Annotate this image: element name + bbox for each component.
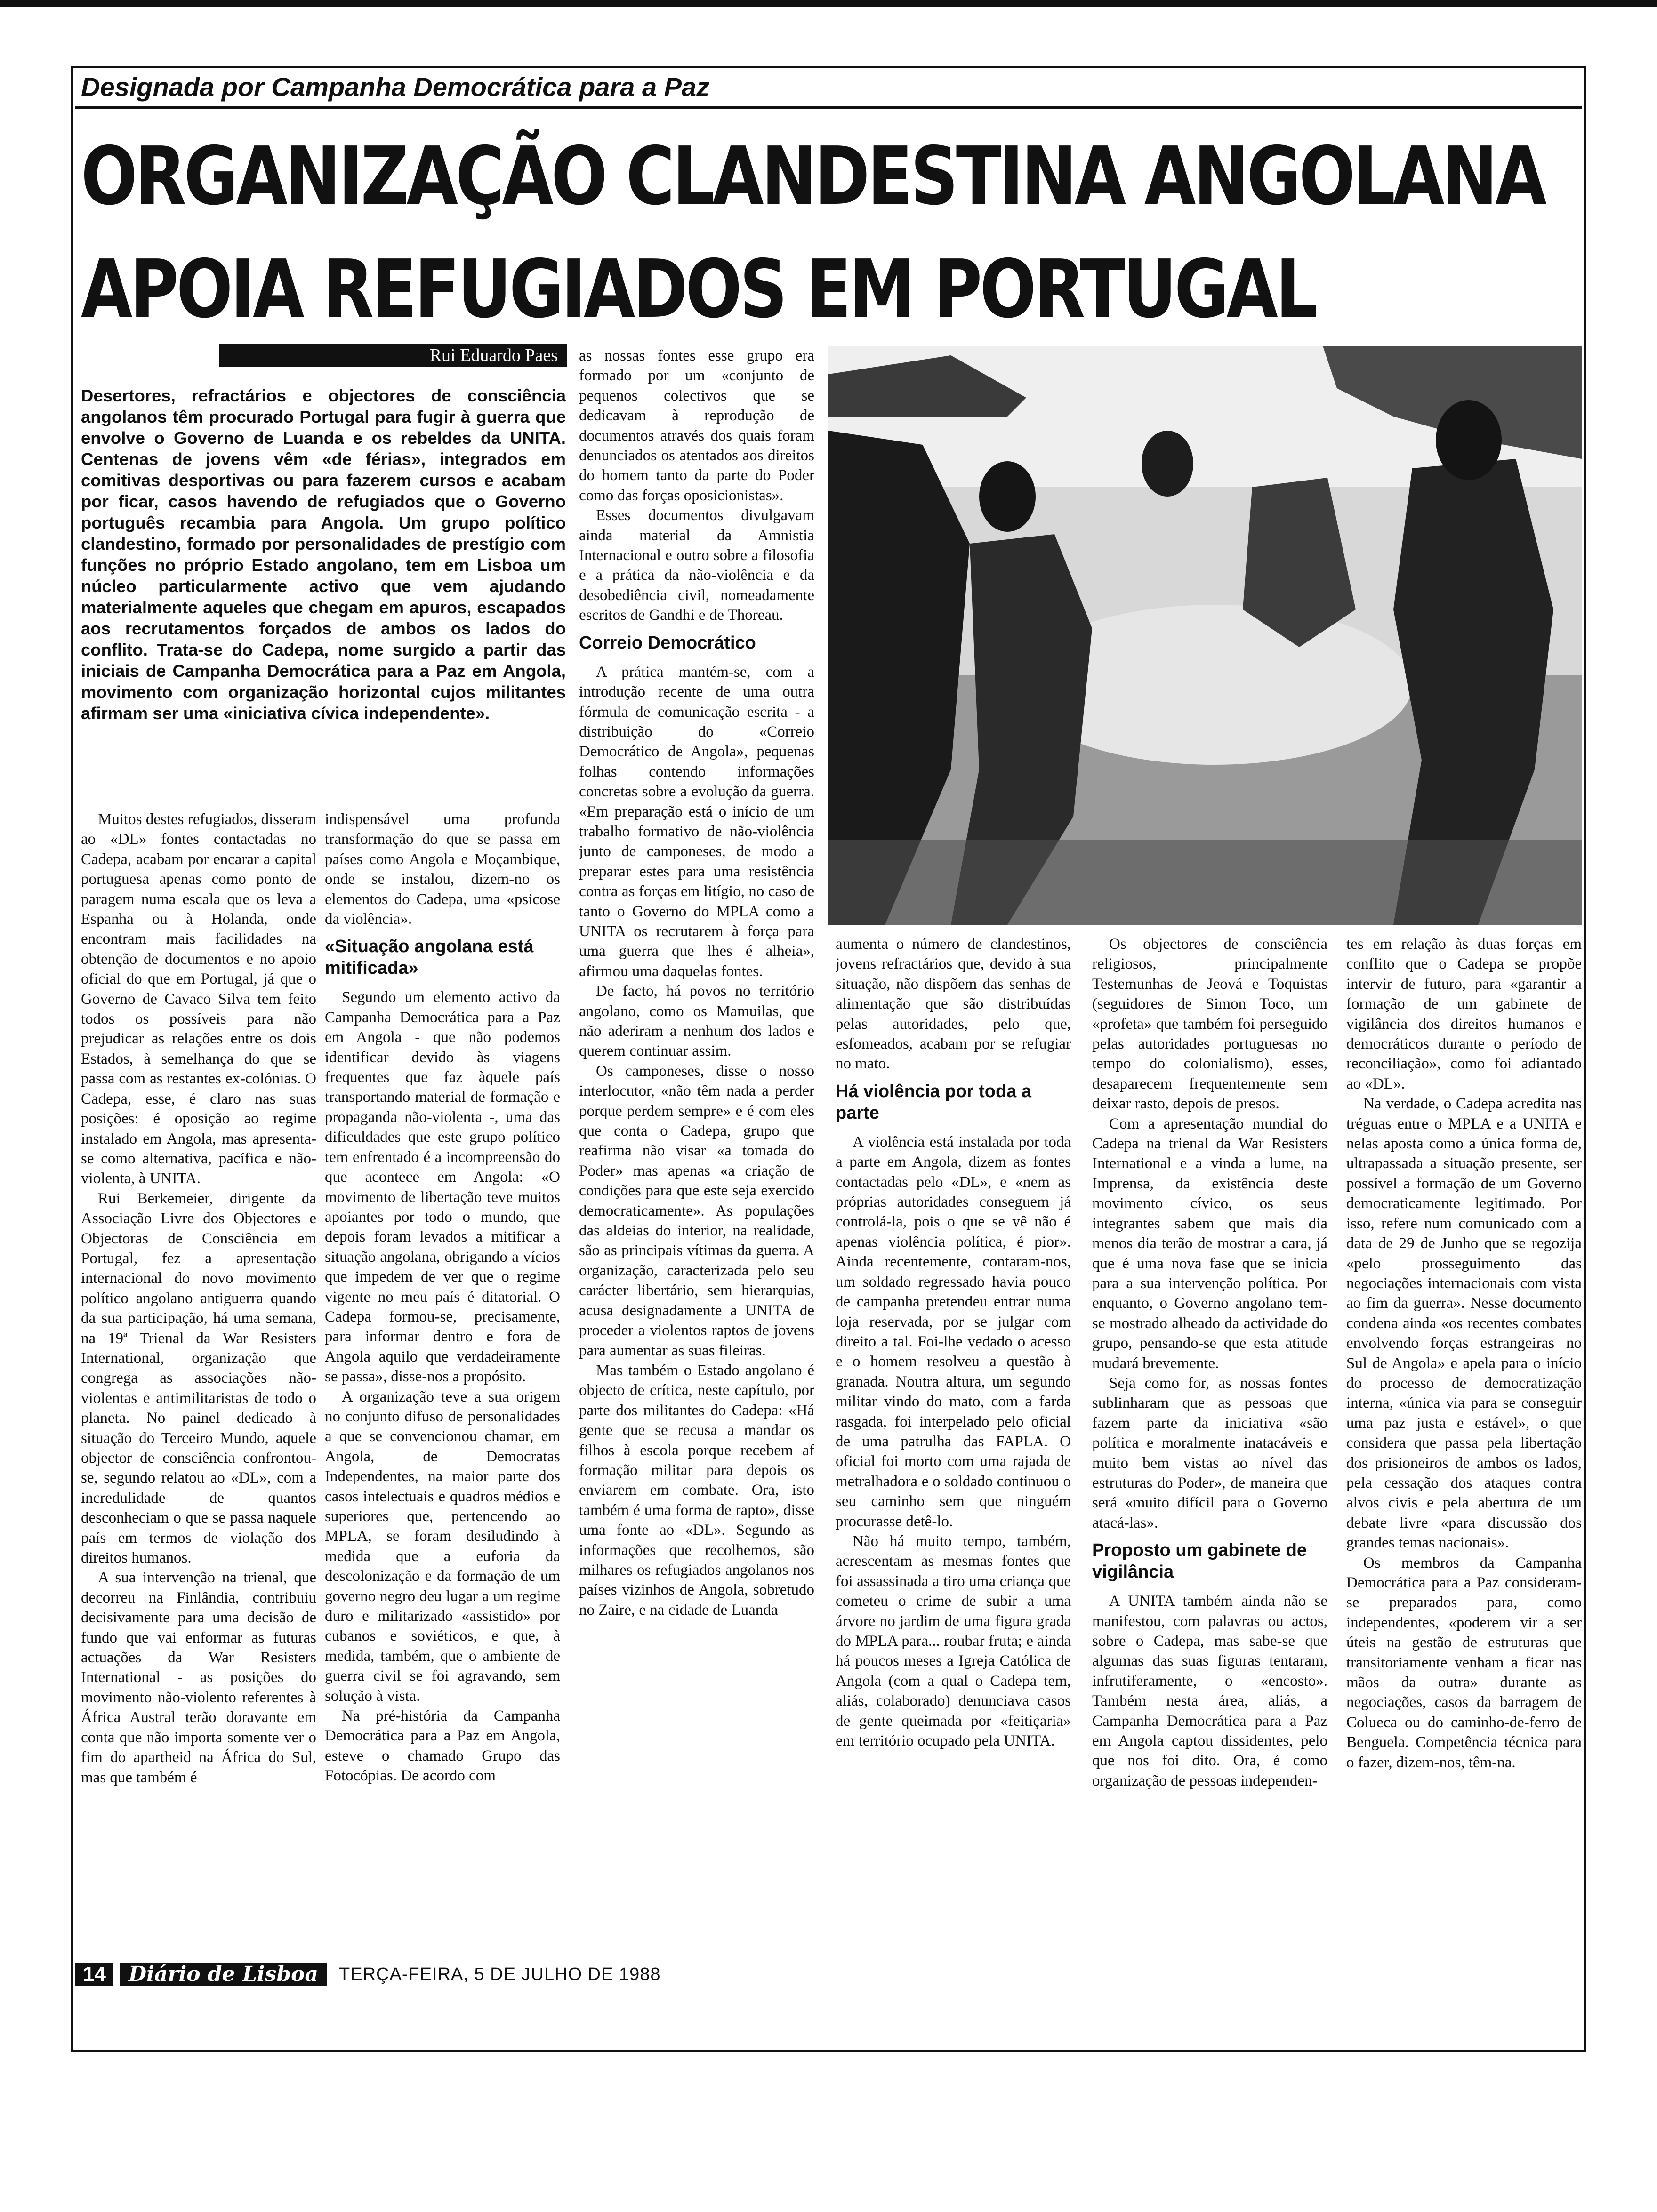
- photo-head-left: [979, 461, 1036, 532]
- subheading: «Situação angolana está mitificada»: [325, 937, 534, 978]
- paragraph: indispensável uma profunda transformação do que se passa em países como Angola e Moçambique, onde se instalou, dizem-no os elementos do Cadepa, uma «psicose da violência».: [325, 811, 560, 928]
- paragraph: A sua intervenção na trienal, que decorreu na Finlândia, contribuiu decisivamente para uma decisão de fundo que vai enformar as futuras actuações da War Resisters International - as posições do movimento não-violento referentes à África Austral terão doravante em conta que não importa somente ver o fim do apartheid na África do Sul, mas que também é: [81, 1569, 316, 1786]
- subheading: Proposto um gabinete de vigilância: [1092, 1540, 1307, 1582]
- paragraph: Muitos destes refugiados, disseram ao «DL» fontes contactadas no Cadepa, acabam por encarar a capital portuguesa apenas como ponto de paragem numa escala que os leva a Espanha ou à Holanda, onde encontram mais facilidades na obtenção de documentos e no apoio oficial do que em Portugal, já que o Governo de Cavaco Silva tem feito todos os possíveis para não prejudicar as relações entre os dois Estados, à semelhança do que se passa com as restantes ex-colónias. O Cadepa, esse, é claro nas suas posições: é oposição ao regime instalado em Angola, mas apresenta-se como alternativa, pacífica e não-violenta, à UNITA.: [81, 811, 316, 1187]
- headline-line-1: ORGANIZAÇÃO CLANDESTINA ANGOLANA: [81, 130, 1544, 223]
- text-column-5: [1092, 934, 1327, 1956]
- text-column-1: [81, 809, 316, 1953]
- text-column-4: [836, 934, 1071, 1956]
- paragraph: A UNITA também ainda não se manifestou, com palavras ou actos, sobre o Cadepa, mas sabe-se que algumas das suas figuras tentaram, infrutiferamente, o «encosto». Também nesta área, aliás, a Campanha Democrática para a Paz em Angola captou dissidentes, pelo que nos foi dito. Ora, é como organização de pessoas independen-: [1092, 1593, 1327, 1789]
- text-column-3: [579, 346, 814, 1956]
- photo-head-center: [1142, 431, 1193, 497]
- paragraph: Os objectores de consciência religiosos, principalmente Testemunhas de Jeová e Toquistas (seguidores de Simon Toco, um «profeta» que também foi perseguido pelas autoridades portuguesas no tempo do colonialismo), esses, desaparecem frequentemente sem deixar rasto, depois de presos.: [1092, 936, 1327, 1113]
- newspaper-name: Diário de Lisboa: [120, 1963, 327, 1986]
- paragraph: De facto, há povos no território angolano, como os Mamuilas, que não aderiram a nenhum dos lados e querem continuar assim.: [579, 983, 814, 1060]
- paragraph: Na pré-história da Campanha Democrática para a Paz em Angola, esteve o chamado Grupo das Fotocópias. De acordo com: [325, 1707, 560, 1785]
- headline-line-2: APOIA REFUGIADOS EM PORTUGAL: [81, 243, 1316, 336]
- paragraph: aumenta o número de clandestinos, jovens refractários que, devido à sua situação, não dispõem das senhas de alimentação que são distribuídas pelas autoridades, pelo que, esfomeados, acabam por se refugiar no mato.: [836, 936, 1071, 1073]
- lede-paragraph: Desertores, refractários e objectores de consciência angolanos têm procurado Portugal para fugir à guerra que envolve o Governo de Luanda e os rebeldes da UNITA. Centenas de jovens vêm «de férias», integrados em comitivas desportivas ou para fazerem cursos e acabam por ficar, casos havendo de refugiados que o Governo português recambia para Angola. Um grupo político clandestino, formado por personalidades de prestígio com funções no próprio Estado angolano, tem em Lisboa um núcleo particularmente activo que vem ajudando materialmente aqueles que chegam em apuros, escapados aos recrutamentos forçados de ambos os lados do conflito. Trata-se do Cadepa, nome surgido a partir das iniciais de Campanha Democrática para a Paz em Angola, movimento com organização horizontal cujos militantes afirmam ser uma «iniciativa cívica independente».: [81, 386, 566, 723]
- kicker-rule: [75, 106, 1582, 109]
- byline: Rui Eduardo Paes: [219, 344, 567, 367]
- paragraph: tes em relação às duas forças em conflito que o Cadepa se propõe intervir de futuro, para «garantir a formação de um gabinete de vigilância dos direitos humanos e democráticos durante o período de reconciliação», como foi adiantado ao «DL».: [1346, 936, 1582, 1092]
- paragraph: A prática mantém-se, com a introdução recente de uma outra fórmula de comunicação escrita - a distribuição do «Correio Democrático de Angola», pequenas folhas contendo informações concretas sobre a evolução da guerra. «Em preparação está o início de um trabalho formativo de não-violência junto de camponeses, de modo a preparar estes para uma resistência contra as forças em litígio, no caso de tanto o Governo do MPLA como a UNITA os recrutarem à força para uma guerra que lhes é alheia», afirmou uma daquelas fontes.: [579, 663, 814, 980]
- photo-head-right: [1436, 400, 1502, 480]
- page-footer: [75, 1963, 661, 1986]
- paragraph: Esses documentos divulgavam ainda material da Amnistia Internacional e outro sobre a filosofia e a prática da não-violência e da desobediência civil, nomeadamente escritos de Gandhi e de Thoreau.: [579, 507, 814, 624]
- top-edge-rule: [0, 0, 1657, 7]
- paragraph: Segundo um elemento activo da Campanha Democrática para a Paz em Angola - que não podemos identificar devido às viagens frequentes que faz àquele país transportando material de formação e propaganda não-violenta -, uma das dificuldades que este grupo político tem enfrentado é a incompreensão do que acontece em Angola: «O movimento de libertação teve muitos apoiantes por todo o mundo, que depois foram levados a mitificar a situação angolana, obrigando a vícios que impedem de ver que o regime vigente no meu país é ditatorial. O Cadepa formou-se, precisamente, para informar dentro e fora de Angola aquilo que verdadeiramente se passa», disse-nos a propósito.: [325, 989, 560, 1386]
- headline: [81, 120, 1544, 346]
- paragraph: Mas também o Estado angolano é objecto de crítica, neste capítulo, por parte dos militantes do Cadepa: «Há gente que se recusa a mandar os filhos à escola porque recebem af formação militar para depois os enviarem em combate. Ora, isto também é uma forma de rapto», disse uma fonte ao «DL». Segundo as informações que recolhemos, são milhares os refugiados angolanos nos países vizinhos de Angola, sobretudo no Zaire, e na cidade de Luanda: [579, 1362, 814, 1619]
- subheading: Correio Democrático: [579, 633, 756, 653]
- paragraph: Os camponeses, disse o nosso interlocutor, «não têm nada a perder porque perdem sempre» e é com eles que conta o Cadepa, grupo que reafirma não visar «a tomada do Poder» mas apenas «a criação de condições para que este seja exercido democraticamente». As populações das aldeias do interior, na realidade, são as principais vítimas da guerra. A organização, caracterizada pelo seu carácter libertário, sem hierarquias, acusa designadamente a UNITA de proceder a violentos raptos de jovens para aumentar as suas fileiras.: [579, 1062, 814, 1359]
- paragraph: Rui Berkemeier, dirigente da Associação Livre dos Objectores e Objectoras de Consciência em Portugal, fez a apresentação internacional do novo movimento político angolano antiguerra quando da sua participação, há uma semana, na 19ª Trienal da War Resisters International, organização que congrega as associações não-violentas e antimilitaristas de todo o planeta. No painel dedicado à situação do Terceiro Mundo, aquele objector de consciência confrontou-se, segundo relatou ao «DL», com a incredulidade de quantos desconheciam o que se passa naquele país em termos de violação dos direitos humanos.: [81, 1190, 316, 1567]
- paragraph: Não há muito tempo, também, acrescentam as mesmas fontes que foi assassinada a tiro uma criança que cometeu o crime de subir a uma árvore no jardim de uma figura grada do MPLA para... roubar fruta; e ainda há poucos meses a Igreja Católica de Angola (com a qual o Cadepa tem, aliás, colaborado) denunciava casos de gente queimada por «feitiçaria» em território ocupado pela UNITA.: [836, 1532, 1071, 1750]
- kicker: Designada por Campanha Democrática para a Paz: [81, 72, 710, 102]
- text-column-6: [1346, 934, 1582, 1956]
- issue-date: TERÇA-FEIRA, 5 DE JULHO DE 1988: [339, 1964, 661, 1984]
- paragraph: Os membros da Campanha Democrática para a Paz consideram-se preparados para, como independentes, «poderem vir a ser úteis na gestão de estruturas que transitoriamente venham a ficar nas mãos da outra» durante as negociações, casos da barragem de Colueca ou do caminho-de-ferro de Benguela. Competência técnica para o fazer, dizem-nos, têm-na.: [1346, 1554, 1582, 1771]
- text-column-2: [325, 809, 560, 1953]
- paragraph: Com a apresentação mundial do Cadepa na trienal da War Resisters International e a vinda a lume, na Imprensa, da existência deste movimento cívico, os seus integrantes sabem que mais dia menos dia terão de mostrar a cara, já que é uma nova fase que se inicia para a sua intervenção política. Por enquanto, o Governo angolano tem-se mostrado alheado da actividade do grupo, pensando-se que esta atitude mudará brevemente.: [1092, 1115, 1327, 1372]
- paragraph: A organização teve a sua origem no conjunto difuso de personalidades a que se convencionou chamar, em Angola, de Democratas Independentes, na maior parte dos casos intelectuais e quadros médios e superiores que, pertencendo ao MPLA, se foram desiludindo à medida que a euforia da descolonização e da formação de um governo negro deu lugar a um regime duro e militarizado «assistido» por cubanos e soviéticos, e que, à medida, também, que o ambiente de guerra civil se foi agravando, sem solução à vista.: [325, 1388, 560, 1705]
- paragraph: Na verdade, o Cadepa acredita nas tréguas entre o MPLA e a UNITA e nelas aposta como a única forma de, ultrapassada a situação presente, ser possível a formação de um Governo democraticamente legitimado. Por isso, refere num comunicado com a data de 29 de Junho que se regozija «pelo prosseguimento das negociações internacionais com vista ao fim da guerra». Nesse documento condena ainda «os recentes combates envolvendo forças estrangeiras no Sul de Angola» e apela para o início do processo de democratização interna, «única via para se conseguir uma paz justa e estável», o que considera que passa pela libertação dos prisioneiros de ambos os lados, pela cessação dos ataques contra alvos civis e pela abertura de um debate livre «para discussão dos grandes temas nacionais».: [1346, 1095, 1582, 1552]
- paragraph: Seja como for, as nossas fontes sublinharam que as pessoas que fazem parte da iniciativa «são política e moralmente inatacáveis e muito bem vistas ao nível das estruturas do Poder», de maneira que será «muito difícil para o Governo atacá-las».: [1092, 1374, 1327, 1531]
- news-photo: [828, 346, 1582, 925]
- photo-foreground-shadow: [828, 840, 1582, 925]
- paragraph: as nossas fontes esse grupo era formado por um «conjunto de pequenos colectivos que se dedicavam à reprodução de documentos através dos quais foram denunciados os atentados aos direitos do homem tanto da parte do Poder como das forças oposicionistas».: [579, 347, 814, 504]
- page-number: 14: [75, 1963, 113, 1986]
- paragraph: A violência está instalada por toda a parte em Angola, dizem as fontes contactadas pelo «DL», e «nem as próprias autoridades conseguem já controlá-la, pois o que se vê não é apenas violência política, é pior». Ainda recentemente, contaram-nos, um soldado regressado havia pouco de campanha pretendeu entrar numa loja reservada, por se julgar com direito a tal. Foi-lhe vedado o acesso e o homem resolveu a questão à granada. Noutra altura, um segundo militar vindo do mato, com a farda rasgada, foi interpelado pelo oficial de uma patrulha das FAPLA. O oficial foi morto com uma rajada de metralhadora e o soldado continuou o seu caminho sem que ninguém procurasse detê-lo.: [836, 1133, 1071, 1530]
- subheading: Há violência por toda a parte: [836, 1081, 1031, 1123]
